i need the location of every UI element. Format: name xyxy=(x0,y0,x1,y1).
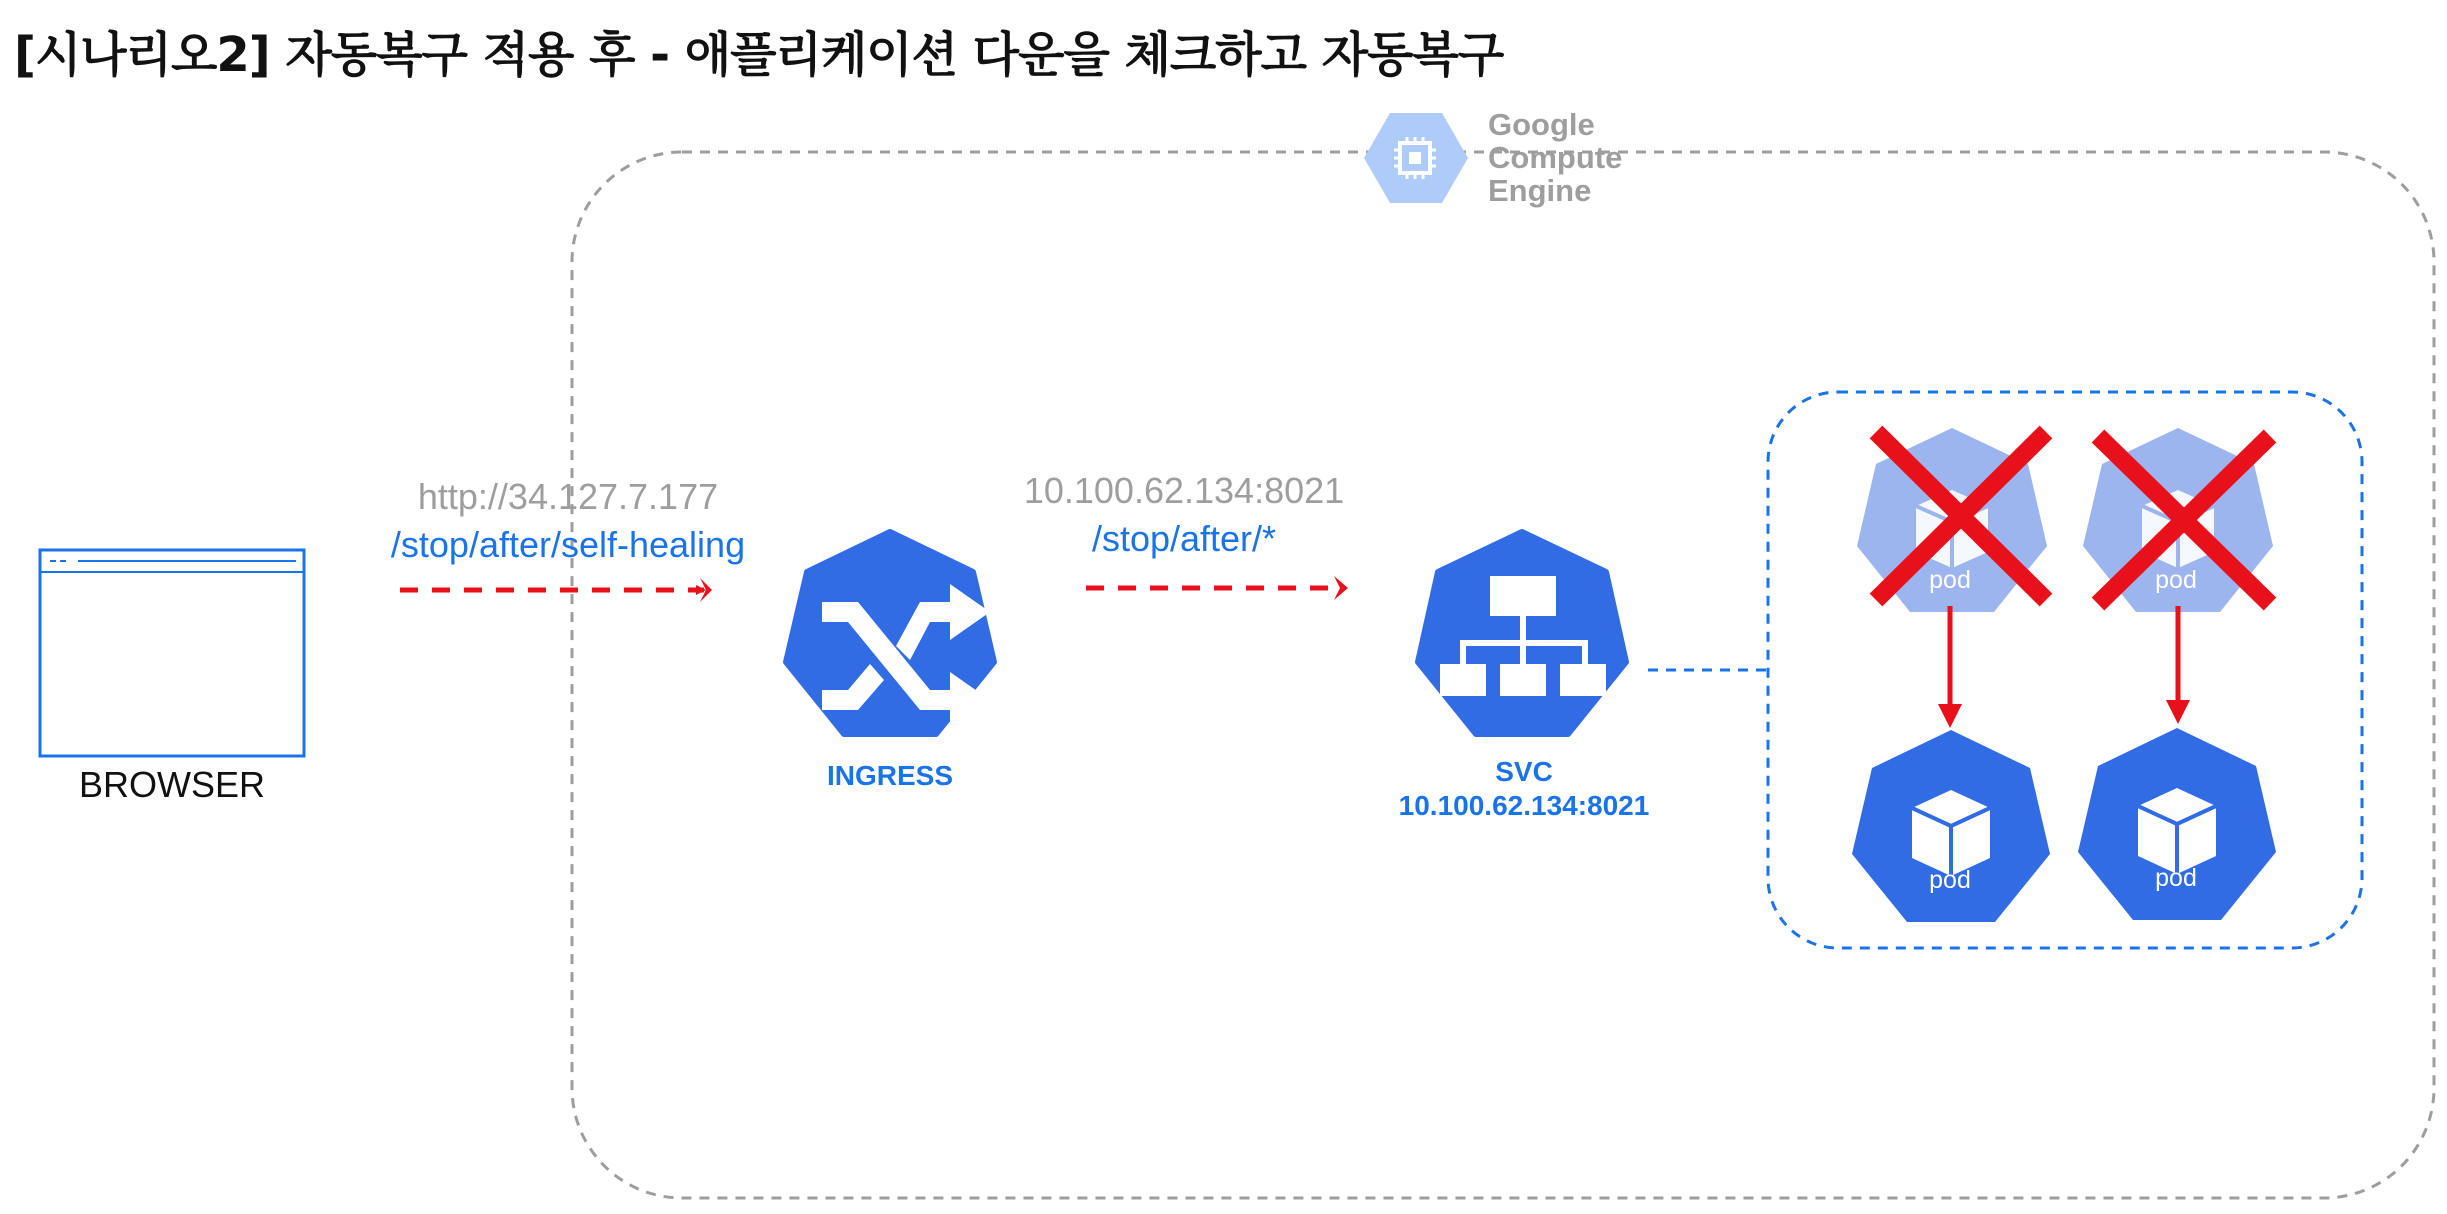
gce-label xyxy=(1488,108,1622,207)
pod-group-boundary xyxy=(1768,392,2362,948)
gce-label-line2: Compute xyxy=(1488,140,1623,175)
failed-pod-label: pod xyxy=(2155,566,2197,594)
browser-label: BROWSER xyxy=(78,764,266,805)
healed-pod-label: pod xyxy=(2155,864,2197,892)
gce-label-line3: Engine xyxy=(1488,173,1592,208)
request-path: /stop/after/self-healing xyxy=(390,524,746,565)
service-tree-icon xyxy=(1418,532,1626,734)
ingress-path: /stop/after/* xyxy=(1091,518,1277,559)
ingress-label: INGRESS xyxy=(826,760,954,791)
gce-label-line1: Google xyxy=(1488,107,1595,142)
ingress-target: 10.100.62.134:8021 xyxy=(1023,470,1345,511)
failed-pod-label: pod xyxy=(1929,566,1971,594)
request-url: http://34.127.7.177 xyxy=(417,476,719,517)
healed-pod-label: pod xyxy=(1929,866,1971,894)
browser-window-icon xyxy=(40,550,304,756)
svc-address: 10.100.62.134:8021 xyxy=(1398,790,1650,821)
ingress-shuffle-icon xyxy=(786,532,994,734)
page-title: [시나리오2] 자동복구 적용 후 - 애플리케이션 다운을 체크하고 자동복구 xyxy=(14,27,1504,83)
gce-chip-icon xyxy=(1364,110,1468,205)
svc-label: SVC xyxy=(1495,756,1553,787)
